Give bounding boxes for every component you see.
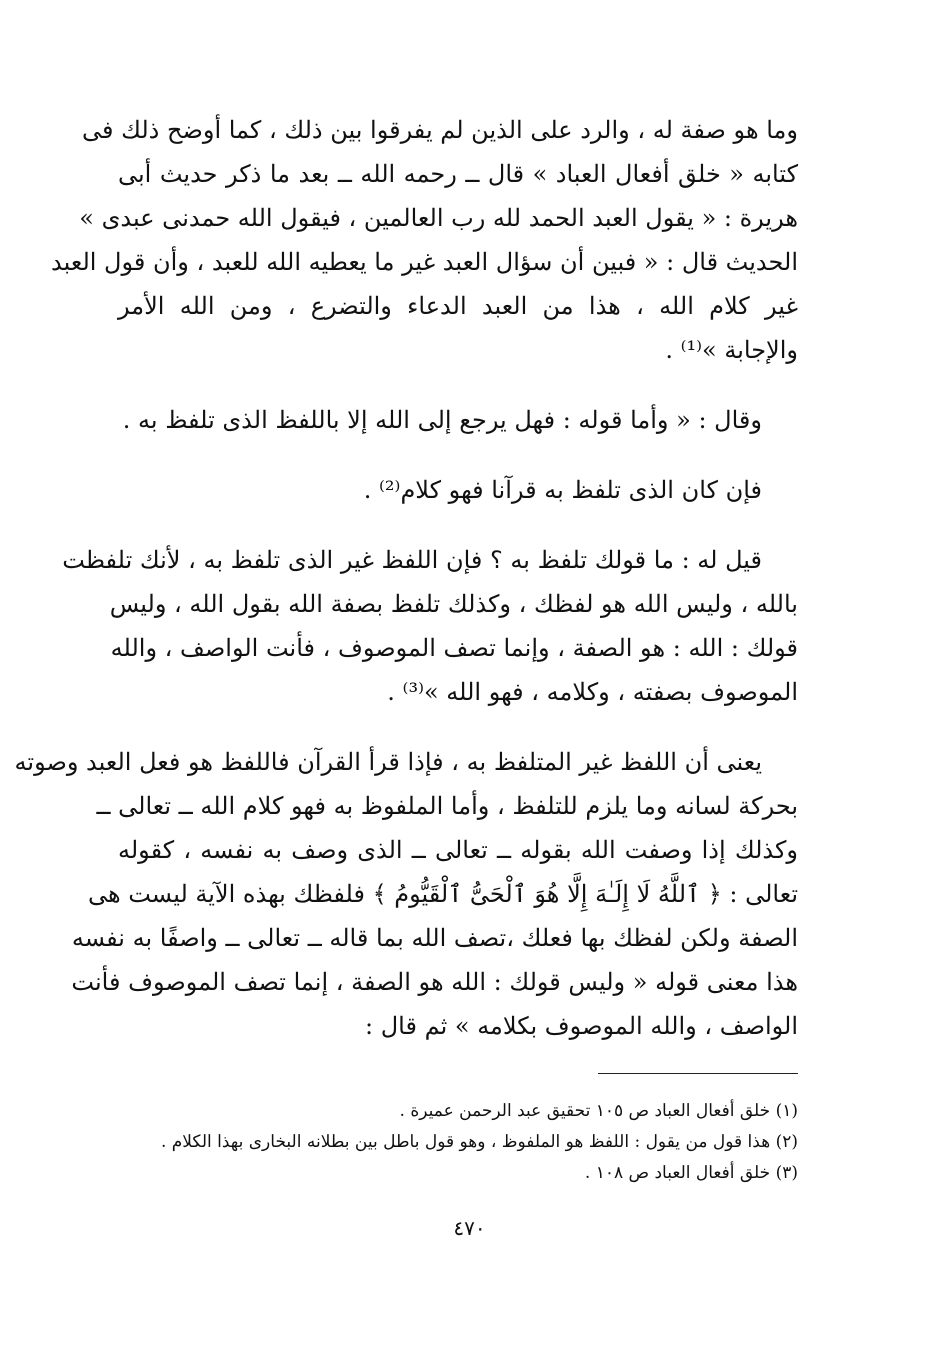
text-line: فإن كان الذى تلفظ به قرآنا فهو كلام⁽²⁾ .	[363, 476, 762, 504]
text-line: غير كلام الله ، هذا من العبد الدعاء والتضرع ، ومن الله الأمر	[118, 292, 798, 320]
footnotes	[118, 1096, 798, 1189]
paragraph-5	[14, 740, 798, 1048]
paragraph-3	[118, 468, 798, 512]
text-line: بحركة لسانه وما يلزم للتلفظ ، وأما الملفوظ به فهو كلام الله ــ تعالى ــ	[96, 792, 798, 820]
paragraph-1	[51, 108, 798, 372]
text-line: بالله ، وليس الله هو لفظك ، وكذلك تلفظ بصفة الله بقول الله ، وليس	[109, 590, 798, 618]
text-line: هذا معنى قوله « وليس قولك : الله هو الصفة ، إنما تصف الموصوف فأنت	[71, 968, 798, 996]
paragraph-4	[62, 538, 798, 714]
text-line: وقال : « وأما قوله : فهل يرجع إلى الله إلا باللفظ الذى تلفظ به .	[122, 406, 762, 434]
text-line: الواصف ، والله الموصوف بكلامه » ثم قال :	[365, 1012, 798, 1040]
text-line: قيل له : ما قولك تلفظ به ؟ فإن اللفظ غير الذى تلفظ به ، لأنك تلفظت	[62, 546, 762, 574]
text-line: الحديث قال : « فبين أن سؤال العبد غير ما يعطيه الله للعبد ، وأن قول العبد	[51, 248, 798, 276]
text-line: وما هو صفة له ، والرد على الذين لم يفرقوا بين ذلك ، كما أوضح ذلك فى	[82, 116, 798, 144]
text-line: قولك : الله : هو الصفة ، وإنما تصف الموصوف ، فأنت الواصف ، والله	[110, 634, 798, 662]
footnote-separator	[598, 1073, 798, 1074]
text-line: الصفة ولكن لفظك بها فعلك ،تصف الله بما قاله ــ تعالى ــ واصفًا به نفسه	[71, 924, 798, 952]
text-line: وكذلك إذا وصفت الله بقوله ــ تعالى ــ الذى وصف به نفسه ، كقوله	[118, 836, 798, 864]
quran-verse-line: تعالى : ﴿ ٱللَّهُ لَا إِلَـٰهَ إِلَّا هُوَ ٱلْحَىُّ ٱلْقَيُّومُ ﴾ فلفظك بهذه الآية ليست هى	[87, 880, 798, 908]
page-number: ٤٧٠	[453, 1216, 486, 1240]
page-body	[14, 108, 798, 1074]
text-line: يعنى أن اللفظ غير المتلفظ به ، فإذا قرأ القرآن فاللفظ هو فعل العبد وصوته	[14, 748, 762, 776]
text-line: والإجابة »⁽¹⁾ .	[665, 336, 798, 364]
footnote-1: (١) خلق أفعال العباد ص ١٠٥ تحقيق عبد الرحمن عميرة .	[399, 1101, 798, 1121]
text-line: هريرة : « يقول العبد الحمد لله رب العالمين ، فيقول الله حمدنى عبدى »	[79, 204, 798, 232]
text-line: كتابه « خلق أفعال العباد » قال ــ رحمه الله ــ بعد ما ذكر حديث أبى	[118, 160, 798, 188]
footnote-2: (٢) هذا قول من يقول : اللفظ هو الملفوظ ، وهو قول باطل بين بطلانه البخارى بهذا الكلام .	[160, 1132, 798, 1152]
paragraph-2	[118, 398, 798, 442]
footnote-3: (٣) خلق أفعال العباد ص ١٠٨ .	[584, 1163, 798, 1183]
text-line: الموصوف بصفته ، وكلامه ، فهو الله »⁽³⁾ .	[387, 678, 798, 706]
